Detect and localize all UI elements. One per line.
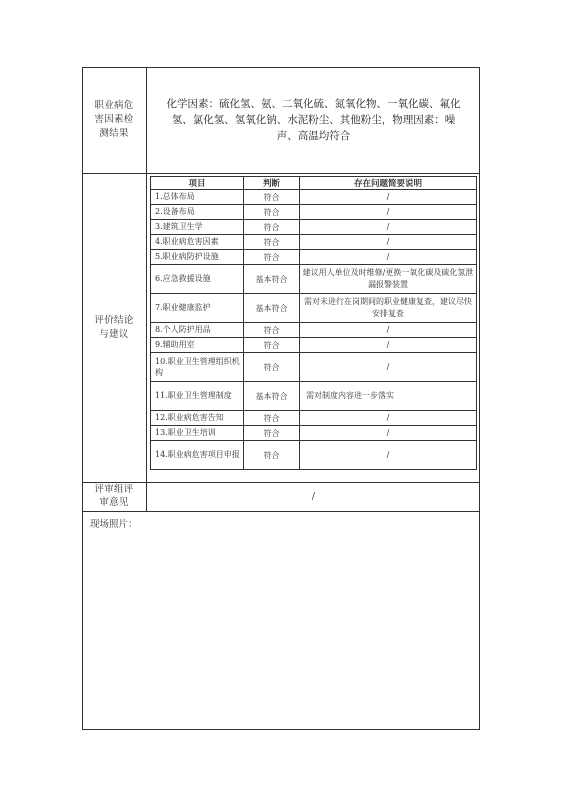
row-judgement: 基本符合: [244, 294, 300, 323]
row-item: 5.职业病防护设施: [151, 250, 244, 265]
row-judgement: 符合: [244, 338, 300, 353]
label-line: 测结果: [99, 127, 129, 139]
label-line: 害因素检: [94, 114, 134, 126]
detection-results-label: [82, 67, 146, 173]
table-row: [151, 382, 477, 411]
row-judgement: 符合: [244, 190, 300, 205]
row-description: /: [300, 353, 477, 382]
row-description: 需对制度内容进一步落实: [300, 382, 477, 411]
table-row: [151, 294, 477, 323]
row-judgement: 符合: [244, 235, 300, 250]
row-judgement: 符合: [244, 441, 300, 470]
row-description: /: [300, 323, 477, 338]
table-row: [151, 265, 477, 294]
row-item: 8.个人防护用品: [151, 323, 244, 338]
row-description: /: [300, 205, 477, 220]
row-description: /: [300, 250, 477, 265]
row-judgement: 符合: [244, 411, 300, 426]
evaluation-table-header: [151, 177, 477, 190]
table-row: [151, 338, 477, 353]
content-line: 声、高温均符合: [276, 130, 351, 143]
row-description: /: [300, 220, 477, 235]
row-item: 6.应急救援设施: [151, 265, 244, 294]
detection-results-content: [147, 67, 480, 173]
row-item: 4.职业病危害因素: [151, 235, 244, 250]
header-item: 项目: [151, 177, 244, 190]
row-item: 7.职业健康监护: [151, 294, 244, 323]
label-line: 职业病危: [94, 100, 134, 112]
row-description: /: [300, 338, 477, 353]
row-item: 2.设备布局: [151, 205, 244, 220]
row-judgement: 符合: [244, 426, 300, 441]
row-judgement: 基本符合: [244, 265, 300, 294]
row-item: 11.职业卫生管理制度: [151, 382, 244, 411]
label-line: 评审组评: [94, 484, 134, 496]
table-row: [151, 353, 477, 382]
row-judgement: 符合: [244, 220, 300, 235]
content-line: 化学因素：硫化氢、氨、二氧化硫、氮氧化物、一氧化碳、氟化: [166, 97, 461, 110]
header-description: 存在问题简要说明: [300, 177, 477, 190]
row-judgement: 符合: [244, 205, 300, 220]
row-item: 9.辅助用室: [151, 338, 244, 353]
row-item: 14.职业病危害项目申报: [151, 441, 244, 470]
evaluation-conclusion-label: [82, 173, 146, 482]
table-row: [151, 220, 477, 235]
row-item: 1.总体布局: [151, 190, 244, 205]
row-description: 需对未进行在岗期间的职业健康复查，建议尽快安排复查: [300, 294, 477, 323]
row-item: 3.建筑卫生学: [151, 220, 244, 235]
table-row: [151, 250, 477, 265]
row-description: /: [300, 441, 477, 470]
row-description: /: [300, 190, 477, 205]
header-judgement: 判断: [244, 177, 300, 190]
row-description: 建议用人单位及时维修/更换一氧化碳及硫化氢泄漏报警装置: [300, 265, 477, 294]
row-item: 13.职业卫生培训: [151, 426, 244, 441]
row-divider-3: [82, 511, 480, 512]
row-judgement: 符合: [244, 250, 300, 265]
row-description: /: [300, 411, 477, 426]
row-judgement: 符合: [244, 323, 300, 338]
table-row: [151, 205, 477, 220]
table-row: [151, 441, 477, 470]
table-row: [151, 190, 477, 205]
evaluation-table: [150, 176, 477, 470]
site-photos-label: 现场照片：: [90, 519, 138, 530]
row-judgement: 基本符合: [244, 382, 300, 411]
label-line: 审意见: [99, 496, 129, 508]
row-judgement: 符合: [244, 353, 300, 382]
row-description: /: [300, 426, 477, 441]
review-opinion-content: /: [311, 490, 316, 502]
row-item: 12.职业病危害告知: [151, 411, 244, 426]
table-row: [151, 426, 477, 441]
table-row: [151, 411, 477, 426]
label-line: 评价结论: [94, 314, 134, 326]
row-item: 10.职业卫生管理组织机构: [151, 353, 244, 382]
table-row: [151, 235, 477, 250]
content-line: 氢、氯化氢、氢氧化钠、水泥粉尘、其他粉尘，物理因素：噪: [171, 113, 456, 126]
label-line: 与建议: [99, 328, 129, 340]
table-row: [151, 323, 477, 338]
review-opinion-label: [82, 482, 146, 511]
row-description: /: [300, 235, 477, 250]
